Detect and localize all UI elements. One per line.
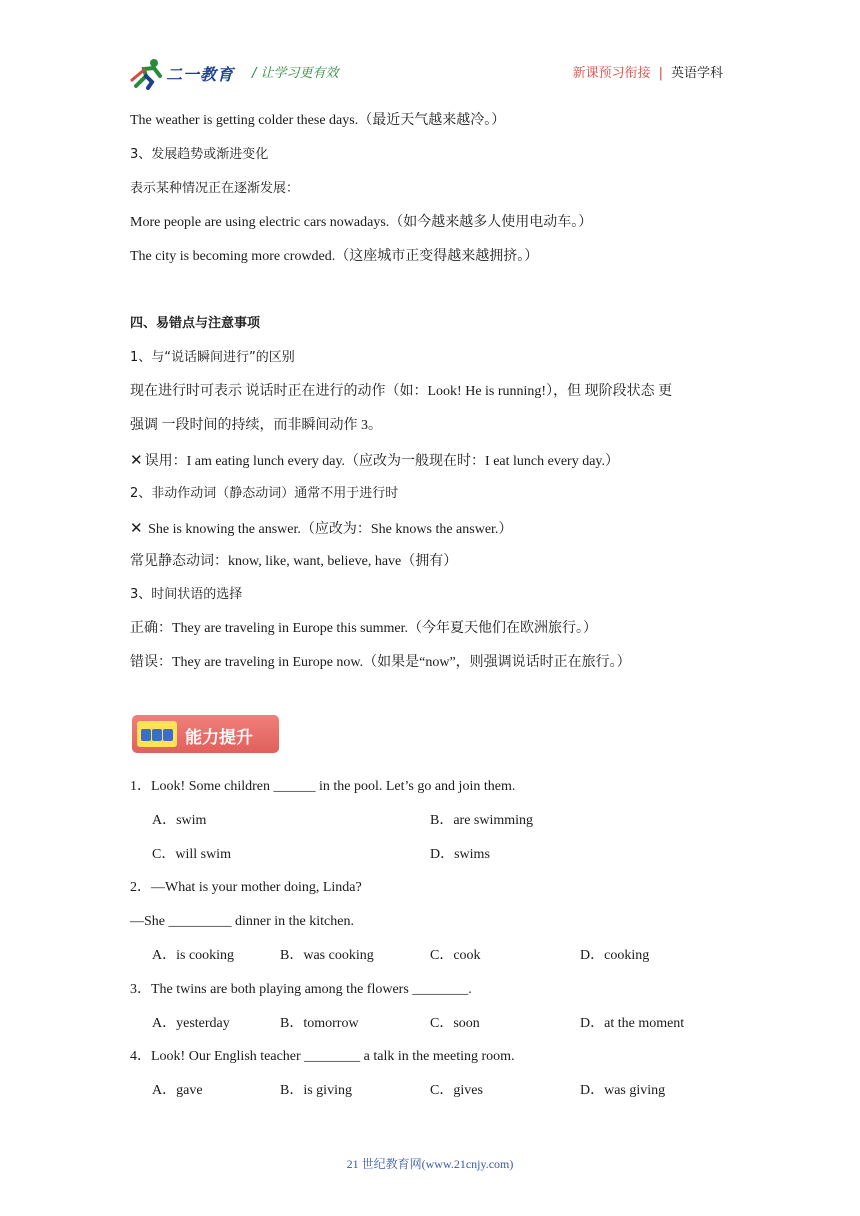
runner-logo-icon bbox=[130, 56, 166, 90]
brand-logo bbox=[130, 56, 240, 90]
text-line: The weather is getting colder these days.（最近天气越来越冷。） bbox=[130, 113, 506, 128]
page-header bbox=[130, 56, 730, 92]
option-b: B．tomorrow bbox=[280, 1016, 359, 1031]
option-a: A．is cooking bbox=[152, 948, 235, 963]
option-a: A．swim bbox=[152, 813, 207, 828]
section-title: 四、易错点与注意事项 bbox=[130, 316, 261, 331]
error-text: 误用：I am eating lunch every day.（应改为一般现在时：I eat lunch every day.） bbox=[144, 454, 620, 469]
question-4: 4．Look! Our English teacher ________ a talk in the meeting room. bbox=[130, 1049, 515, 1064]
people-board-icon bbox=[137, 721, 177, 747]
error-example bbox=[130, 451, 619, 471]
option-c: C．cook bbox=[430, 948, 481, 963]
text-line: 表示某种情况正在逐渐发展： bbox=[130, 181, 300, 196]
text-line: 现在进行时可表示 说话时正在进行的动作（如：Look! He is running!），但 现阶段状态 更 bbox=[130, 384, 673, 399]
ability-banner bbox=[132, 715, 279, 753]
question-1: 1．Look! Some children ______ in the pool. Let’s go and join them. bbox=[130, 779, 516, 794]
option-b: B．are swimming bbox=[430, 813, 534, 828]
header-course-info bbox=[573, 62, 723, 81]
subject-label: 英语学科 bbox=[670, 66, 723, 81]
option-b: B．is giving bbox=[280, 1083, 352, 1098]
option-c: C．will swim bbox=[152, 847, 231, 862]
question-3: 3．The twins are both playing among the flowers ________. bbox=[130, 982, 472, 997]
sub-heading: 3、时间状语的选择 bbox=[130, 587, 243, 602]
page-footer: 21 世纪教育网(www.21cnjy.com) bbox=[346, 1157, 514, 1171]
header-separator: | bbox=[658, 66, 663, 81]
course-label: 新课预习衔接 bbox=[572, 66, 651, 81]
question-2: 2．—What is your mother doing, Linda? bbox=[130, 880, 362, 895]
option-c: C．gives bbox=[430, 1083, 483, 1098]
text-line: 正确：They are traveling in Europe this summer.（今年夏天他们在欧洲旅行。） bbox=[130, 621, 597, 636]
text-line: 错误：They are traveling in Europe now.（如果是“now”，则强调说话时正在旅行。） bbox=[130, 655, 631, 670]
option-d: D．at the moment bbox=[580, 1016, 685, 1031]
error-example bbox=[130, 519, 512, 539]
option-a: A．yesterday bbox=[152, 1016, 230, 1031]
option-b: B．was cooking bbox=[280, 948, 374, 963]
sub-heading: 1、与“说话瞬间进行”的区别 bbox=[130, 350, 295, 365]
banner-label: 能力提升 bbox=[185, 728, 253, 748]
option-d: D．was giving bbox=[580, 1083, 666, 1098]
sub-heading: 3、发展趋势或渐进变化 bbox=[130, 147, 269, 162]
text-line: 常见静态动词：know, like, want, believe, have（拥有） bbox=[130, 554, 458, 569]
question-2-answer-line: —She _________ dinner in the kitchen. bbox=[130, 914, 354, 929]
cross-icon: ✕ bbox=[130, 519, 143, 537]
cross-icon: ✕ bbox=[130, 451, 143, 469]
error-text: She is knowing the answer.（应改为：She knows the answer.） bbox=[148, 522, 513, 537]
option-c: C．soon bbox=[430, 1016, 480, 1031]
sub-heading: 2、非动作动词（静态动词）通常不用于进行时 bbox=[130, 486, 399, 501]
option-d: D．swims bbox=[430, 847, 490, 862]
option-d: D．cooking bbox=[580, 948, 650, 963]
text-line: More people are using electric cars nowadays.（如今越来越多人使用电动车。） bbox=[130, 215, 593, 230]
option-a: A．gave bbox=[152, 1083, 203, 1098]
slogan: / 让学习更有效 bbox=[252, 66, 339, 81]
text-line: The city is becoming more crowded.（这座城市正变得越来越拥挤。） bbox=[130, 249, 539, 264]
logo-text: 二一教育 bbox=[166, 65, 235, 84]
text-line: 强调 一段时间的持续，而非瞬间动作 3。 bbox=[130, 418, 382, 433]
